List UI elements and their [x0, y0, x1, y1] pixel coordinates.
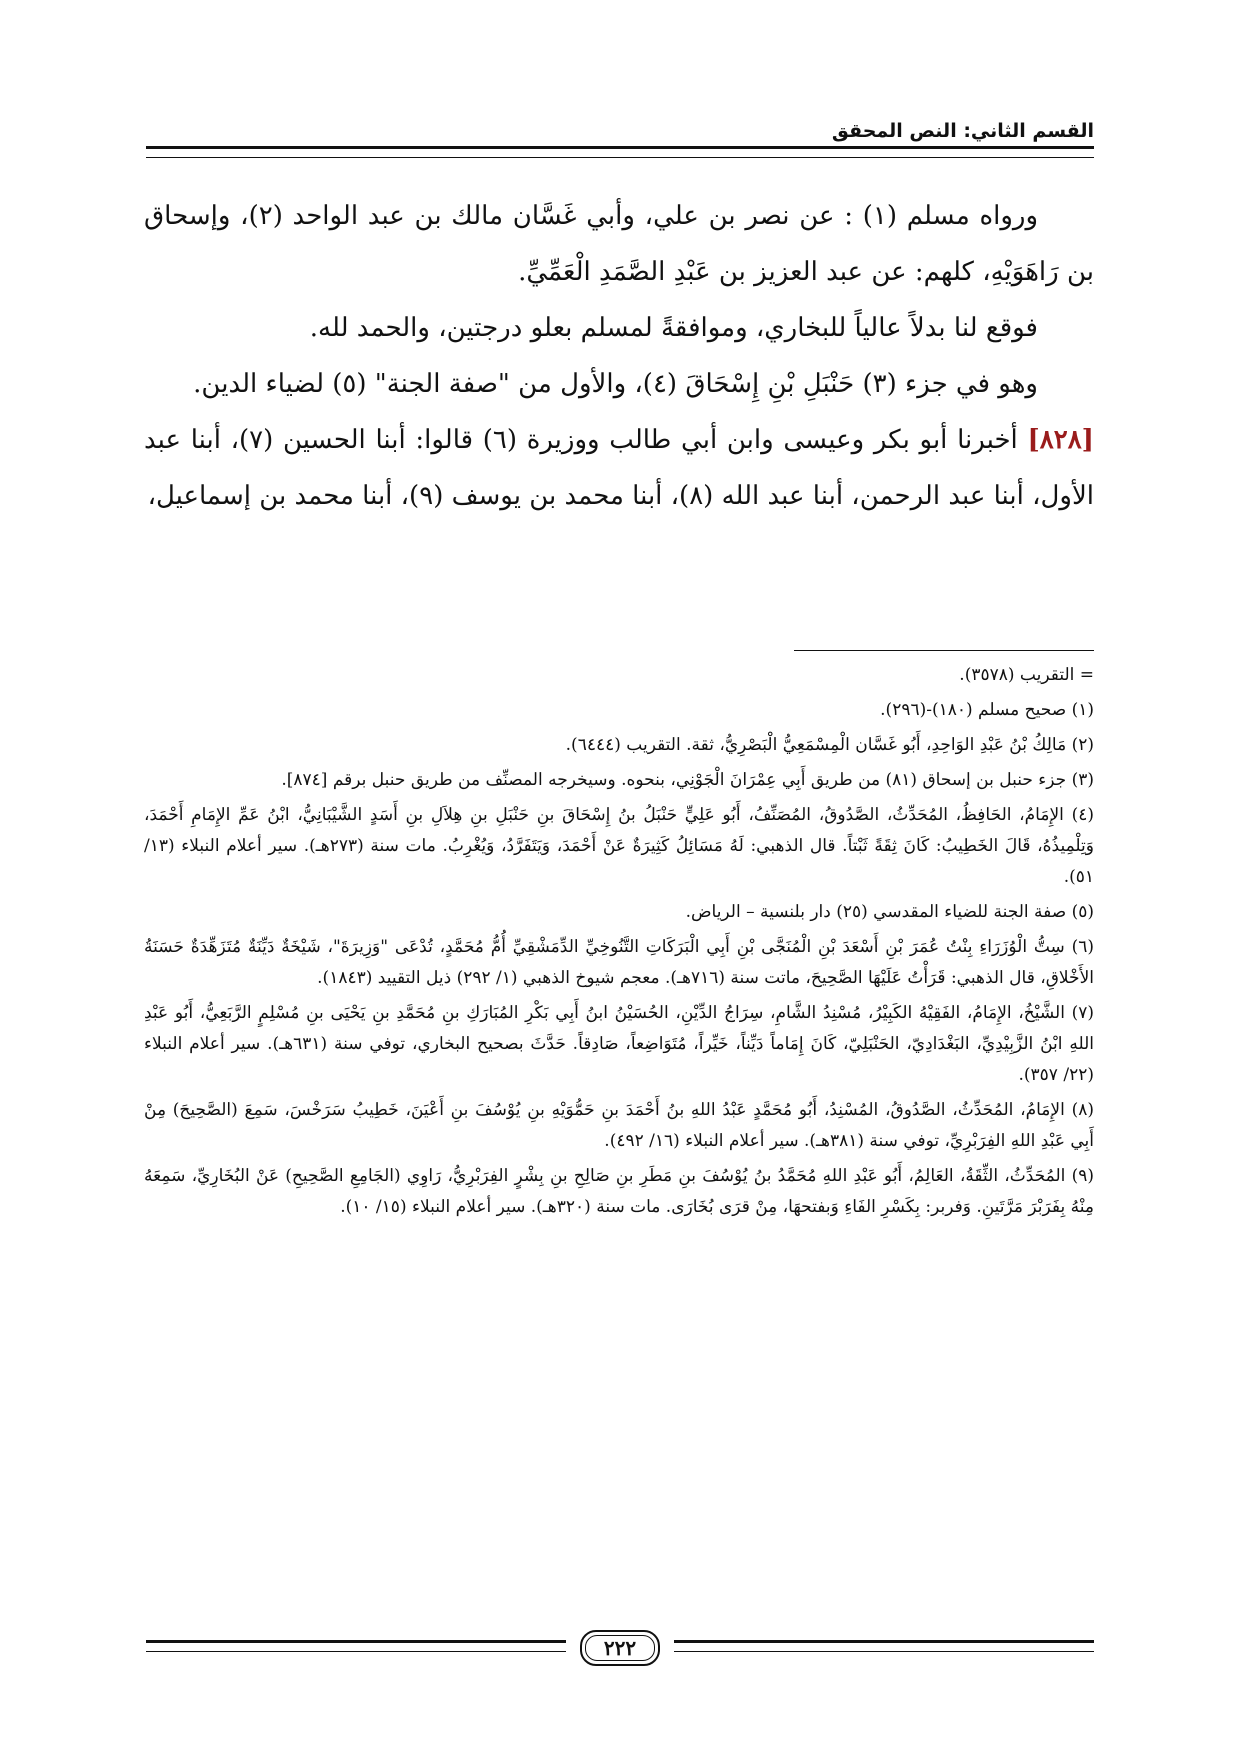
- footnote-4: (٤) الإِمَامُ، الحَافِظُ، المُحَدِّثُ، الصَّدُوقُ، المُصَنِّفُ، أَبُو عَلِيٍّ حَنْبَلُ بنُ إِسْحَاقَ بنِ حَنْبَلِ بنِ هِلاَلِ بنِ أَسَدٍ الشَّيْبَانِيُّ، ابْنُ عَمِّ الإِمَامِ أَحْمَدَ، وَتِلْمِيذُهُ، قَالَ الخَطِيبُ: كَانَ ثِقَةً ثَبْتاً. قال الذهبي: لَهُ مَسَائِلُ كَثِيرَةٌ عَنْ أَحْمَدَ، وَيَتَفَرَّدُ، وَيُغْرِبُ. مات سنة (٢٧٣هـ). سير أعلام النبلاء (١٣/ ٥١).: [144, 805, 1094, 887]
- paragraph-2: فوقع لنا بدلاً عالياً للبخاري، وموافقةً لمسلم بعلو درجتين، والحمد لله.: [309, 313, 1038, 343]
- footnote-3: (٣) جزء حنبل بن إسحاق (٨١) من طريق أَبِي عِمْرَانَ الْجَوْنِي، بنحوه. وسيخرجه المصنِّف من طريق حنبل برقم [٨٧٤].: [281, 770, 1094, 790]
- footnote-1: (١) صحيح مسلم (١٨٠)-(٢٩٦).: [880, 700, 1094, 720]
- header-rule: [146, 146, 1094, 158]
- footer-rule-right: [674, 1640, 1094, 1652]
- footnote-9: (٩) المُحَدِّثُ، الثِّقَةُ، العَالِمُ، أَبُو عَبْدِ اللهِ مُحَمَّدُ بنُ يُوْسُفَ بنِ مَطَرِ بنِ صَالِحِ بنِ بِشْرٍ الفِرَبْرِيُّ، رَاوِي (الجَامِعِ الصَّحِيحِ) عَنْ البُخَارِيِّ، سَمِعَهُ مِنْهُ بِفَرَبْرَ مَرَّتَينِ. وَفربر: بِكَسْرِ الفَاءِ وَبفتحهَا، مِنْ قرَى بُخَارَى. مات سنة (٣٢٠هـ). سير أعلام النبلاء (١٥/ ١٠).: [144, 1166, 1094, 1217]
- paragraph-4: [144, 412, 1094, 524]
- footnote-8: (٨) الإِمَامُ، المُحَدِّثُ، الصَّدُوقُ، المُسْنِدُ، أَبُو مُحَمَّدٍ عَبْدُ اللهِ بنُ أَحْمَدَ بنِ حَمُّوَيْهِ بنِ يُوْسُفَ بنِ أَعْيَنَ، خَطِيبُ سَرَخْسَ، سَمِعَ (الصَّحِيحَ) مِنْ أَبِي عَبْدِ اللهِ الفِرَبْرِيِّ، توفي سنة (٣٨١هـ). سير أعلام النبلاء (١٦/ ٤٩٢).: [144, 1100, 1094, 1151]
- page-number-text: ٢٢٢: [603, 1636, 637, 1660]
- footnotes: [144, 660, 1094, 1227]
- main-text: [144, 188, 1094, 524]
- paragraph-3: وهو في جزء (٣) حَنْبَلِ بْنِ إِسْحَاقَ (٤)، والأول من "صفة الجنة" (٥) لضياء الدين.: [193, 369, 1038, 399]
- footnote-6: (٦) سِتُّ الْوُزَرَاءِ بِنْتُ عُمَرَ بْنِ أَسْعَدَ بْنِ الْمُنَجَّى بْنِ أَبِي الْبَرَكَاتِ التَّنُوخِيِّ الدِّمَشْقِيِّ أُمُّ مُحَمَّدٍ، تُدْعَى "وَزِيرَةَ"، شَيْخَةٌ دَيِّنَةٌ مُتَزَهِّدَةٌ حَسَنَةُ الأَخْلاقِ، قال الذهبي: قَرَأْتُ عَلَيْهَا الصَّحِيحَ، ماتت سنة (٧١٦هـ). معجم شيوخ الذهبي (١/ ٢٩٢) ذيل التقييد (١٨٤٣).: [144, 937, 1094, 988]
- footnote-continuation: = التقريب (٣٥٧٨).: [959, 665, 1094, 685]
- footnote-2: (٢) مَالِكُ بْنُ عَبْدِ الوَاحِدِ، أَبُو غَسَّان الْمِسْمَعِيُّ الْبَصْرِيُّ، ثقة. التقريب (٦٤٤٤).: [565, 735, 1094, 755]
- footer-rule-left: [146, 1640, 566, 1652]
- footnote-7: (٧) الشَّيْخُ، الإِمَامُ، الفَقِيْهُ الكَبِيْرُ، مُسْنِدُ الشَّامِ، سِرَاجُ الدِّيْنِ، الحُسَيْنُ ابنُ أَبِي بَكْرِ المُبَارَكِ بنِ مُحَمَّدِ بنِ يَحْيَى بنِ مُسْلِمٍ الرَّبَعِيُّ، أَبُو عَبْدِ اللهِ ابْنُ الزَّبِيْدِيِّ، البَغْدَادِيّ، الحَنْبَلِيّ، كَانَ إِمَاماً دَيِّناً، خَيِّراً، مُتَوَاضِعاً، صَادِقاً. حَدَّثَ بصحيح البخاري، توفي سنة (٦٣١هـ). سير أعلام النبلاء (٢٢/ ٣٥٧).: [144, 1003, 1094, 1085]
- paragraph-1: ورواه مسلم (١) : عن نصر بن علي، وأبي غَسَّان مالك بن عبد الواحد (٢)، وإسحاق بن رَاهَوَيْهِ، كلهم: عن عبد العزيز بن عَبْدِ الصَّمَدِ الْعَمِّيِّ.: [144, 201, 1094, 287]
- page-number: [580, 1630, 660, 1666]
- hadith-number: [٨٢٨]: [1027, 425, 1094, 455]
- footnote-separator: [794, 650, 1094, 651]
- running-header: القسم الثاني: النص المحقق: [831, 120, 1094, 142]
- paragraph-4-text: أخبرنا أبو بكر وعيسى وابن أبي طالب ووزيرة (٦) قالوا: أبنا الحسين (٧)، أبنا عبد الأول، أبنا عبد الرحمن، أبنا عبد الله (٨)، أبنا محمد بن يوسف (٩)، أبنا محمد بن إسماعيل،: [144, 425, 1094, 511]
- footnote-5: (٥) صفة الجنة للضياء المقدسي (٢٥) دار بلنسية – الرياض.: [685, 902, 1094, 922]
